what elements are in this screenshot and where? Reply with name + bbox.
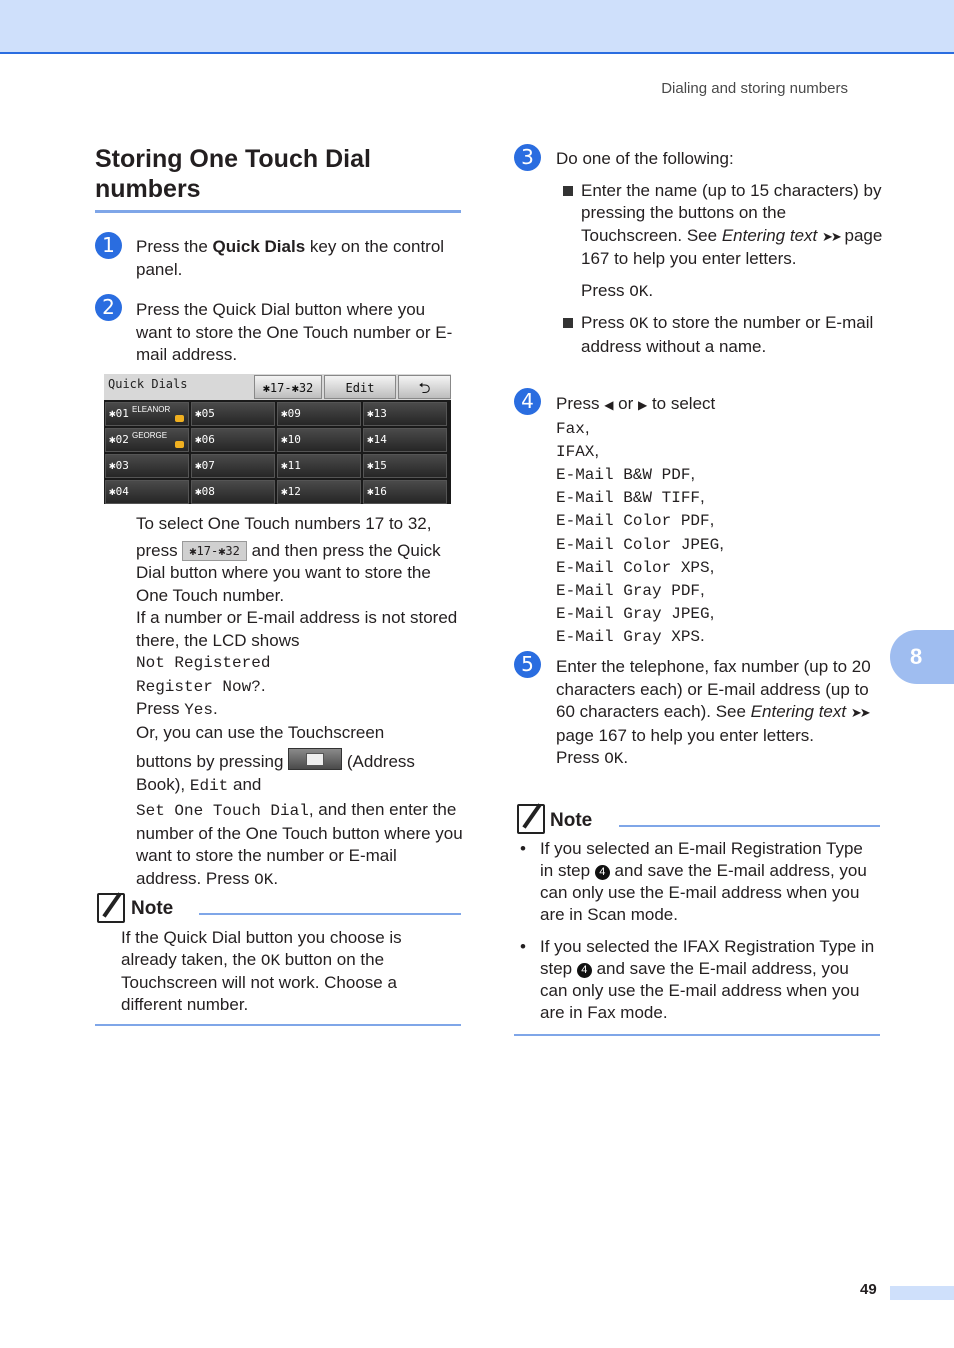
lcd-dial-id: ✱14 xyxy=(367,433,387,446)
option-item xyxy=(556,556,886,579)
lcd-dial-id: ✱08 xyxy=(195,485,215,498)
lcd-dial-button[interactable] xyxy=(363,428,447,452)
option-separator: , xyxy=(709,556,715,576)
lcd-dial-name: GEORGE xyxy=(132,431,168,440)
lcd-dial-id: ✱09 xyxy=(281,407,301,420)
option-label: E-Mail Color JPEG xyxy=(556,535,720,554)
edit-label: Edit xyxy=(189,776,229,795)
note-2-item-1-text: If you selected an E-mail Registration Type in step xyxy=(540,839,863,880)
lcd-dial-button[interactable] xyxy=(191,428,275,452)
entering-text-ref: Entering text xyxy=(721,225,818,245)
address-book-icon xyxy=(288,748,342,770)
lcd-dial-button[interactable] xyxy=(105,454,189,478)
step-5-dot: . xyxy=(623,748,629,767)
sub-line-4: Or, you can use the Touchscreen xyxy=(136,722,385,742)
step-number-3: 3 xyxy=(514,144,541,171)
double-arrow-icon: ➤➤ xyxy=(822,228,840,244)
option-label: IFAX xyxy=(556,442,595,461)
option-label: E-Mail Gray PDF xyxy=(556,581,701,600)
option-label: E-Mail Gray XPS xyxy=(556,628,701,647)
step-4-or: or xyxy=(613,394,638,413)
step-number-5: 5 xyxy=(514,651,541,678)
step-1-text-end: key on the control panel. xyxy=(136,237,445,279)
sub-press-yes: Press xyxy=(136,699,185,718)
step-3-option-2 xyxy=(563,312,886,358)
lcd-dial-id: ✱11 xyxy=(281,459,301,472)
note-2-label: Note xyxy=(550,810,593,831)
step-3-option-1-text: Enter the name (up to 15 characters) by pressing the buttons on the Touchscreen. See xyxy=(581,180,882,245)
page-title: Storing One Touch Dial numbers xyxy=(95,145,371,203)
option-item xyxy=(556,440,886,463)
note-2-item-2-text-b: and save the E-mail address, you can only use the E-mail address when you are in Fax mode. xyxy=(540,959,860,1022)
sub-and: and xyxy=(228,774,262,794)
yes-button-label: Yes xyxy=(184,701,213,719)
lcd-dial-button[interactable] xyxy=(277,454,361,478)
step-4-text: Press xyxy=(556,394,605,413)
step-3-option-2-text-b: to store the number or E-mail address without a name. xyxy=(581,313,874,356)
lcd-edit-button[interactable]: Edit xyxy=(324,375,396,399)
lcd-dial-id: ✱02 xyxy=(109,433,129,446)
lcd-dial-id: ✱13 xyxy=(367,407,387,420)
chapter-tab: 8 xyxy=(890,630,954,684)
sub-dot-2: . xyxy=(213,699,218,718)
step-3 xyxy=(556,148,886,358)
right-arrow-icon: ▶ xyxy=(637,398,648,412)
lcd-title: Quick Dials xyxy=(108,377,188,391)
press-ok-text: Press xyxy=(581,280,630,300)
lcd-quick-dials-screen xyxy=(104,374,451,504)
lcd-dial-id: ✱16 xyxy=(367,485,387,498)
sub-line-3: If a number or E-mail address is not stored there, the LCD shows xyxy=(136,608,458,650)
step-3-option-1 xyxy=(563,180,886,304)
option-label: E-Mail Color PDF xyxy=(556,512,710,531)
note-2-item-2 xyxy=(514,936,880,1024)
lcd-dial-id: ✱12 xyxy=(281,485,301,498)
lcd-dial-id: ✱07 xyxy=(195,459,215,472)
option-label: E-Mail B&W PDF xyxy=(556,465,691,484)
option-separator: , xyxy=(584,417,590,437)
left-arrow-icon: ◀ xyxy=(604,398,614,412)
option-item xyxy=(556,533,886,556)
option-item xyxy=(556,486,886,509)
lcd-dial-button[interactable] xyxy=(277,402,361,426)
note-2-item-1-text-b: and save the E-mail address, you can only use the E-mail address when you are in Scan mode. xyxy=(540,861,867,924)
step-number-1: 1 xyxy=(95,232,122,259)
step-3-lead: Do one of the following: xyxy=(556,149,734,168)
option-item xyxy=(556,417,886,440)
square-bullet-icon xyxy=(563,318,573,328)
step-5-ok: OK xyxy=(604,750,624,768)
option-item xyxy=(556,509,886,532)
lcd-dial-id: ✱05 xyxy=(195,407,215,420)
sub-line-1: To select One Touch numbers 17 to 32, xyxy=(136,514,432,533)
sub-line-5-text: buttons by pressing xyxy=(136,752,289,771)
note-2-list xyxy=(514,838,880,1034)
step-5-text-b: page 167 to help you enter letters. xyxy=(556,725,815,745)
option-separator: , xyxy=(709,603,715,623)
option-item xyxy=(556,463,886,486)
option-separator: , xyxy=(700,579,705,599)
lcd-dial-button[interactable] xyxy=(363,454,447,478)
step-1 xyxy=(136,236,461,281)
quick-dials-key: Quick Dials xyxy=(212,237,306,256)
lcd-dial-button[interactable] xyxy=(277,428,361,452)
note-icon xyxy=(517,804,545,834)
lcd-dial-name: ELEANOR xyxy=(132,405,171,414)
running-header: Dialing and storing numbers xyxy=(661,80,848,97)
lcd-dial-button[interactable] xyxy=(363,480,447,504)
page-number-bar xyxy=(890,1286,954,1300)
lcd-range-button[interactable]: ✱17-✱32 xyxy=(254,375,322,399)
lcd-dial-id: ✱03 xyxy=(109,459,129,472)
lcd-msg-register-now: Register Now? xyxy=(136,677,261,696)
press-ok-dot: . xyxy=(648,280,654,300)
lcd-dial-button[interactable] xyxy=(363,402,447,426)
entering-text-ref-2: Entering text xyxy=(750,702,847,721)
sub-line-6: , and then enter the number of the One Touch button where you want to store the number or E-mail address. Press xyxy=(136,800,463,888)
lcd-dial-id: ✱15 xyxy=(367,459,387,472)
ok-label: OK xyxy=(254,870,274,889)
lcd-msg-not-registered: Not Registered xyxy=(136,654,271,672)
sub-dot-1: . xyxy=(260,675,266,695)
square-bullet-icon xyxy=(563,186,573,196)
sub-line-2-text: and then press the Quick Dial button where you want to store the One Touch number. xyxy=(136,540,441,605)
double-arrow-icon: ➤➤ xyxy=(850,705,869,720)
lcd-title-bar xyxy=(104,374,451,400)
option-label: E-Mail B&W TIFF xyxy=(556,489,701,508)
press-ok-label: OK xyxy=(629,282,649,301)
lcd-dial-id: ✱01 xyxy=(109,407,129,420)
registration-type-options xyxy=(556,417,886,649)
sub-dot-3: . xyxy=(273,868,279,888)
option-label: Fax xyxy=(556,419,585,438)
note-2-item-1 xyxy=(514,838,880,926)
note-1-text xyxy=(121,927,456,1016)
option-label: E-Mail Color XPS xyxy=(556,558,710,577)
option-separator: . xyxy=(700,626,705,646)
step-2: Press the Quick Dial button where you want to store the One Touch number or E-mail address. xyxy=(136,300,453,364)
step-3-option-1-text-b: page 167 to help you enter letters. xyxy=(581,225,883,268)
lcd-dial-button[interactable] xyxy=(105,480,189,504)
note-1-label: Note xyxy=(131,898,174,919)
option-item xyxy=(556,625,886,648)
lcd-dial-id: ✱06 xyxy=(195,433,215,446)
step-4 xyxy=(556,393,886,649)
step-5 xyxy=(556,656,881,771)
step-3-option-2-ok: OK xyxy=(629,315,649,333)
lcd-dial-button[interactable] xyxy=(105,402,189,426)
step-5-press: Press xyxy=(556,748,605,767)
note-1-bottom-rule xyxy=(95,1024,461,1026)
sub-line-5-text-b: (Address Book), xyxy=(136,752,415,794)
note-1-text-b: button on the Touchscreen will not work. Choose a different number. xyxy=(121,950,397,1014)
sub-line-2 xyxy=(136,540,466,608)
step-3-option-2-text: Press xyxy=(581,313,630,332)
step-number-4: 4 xyxy=(514,388,541,415)
step-5-text: Enter the telephone, fax number (up to 20 characters each) or E-mail address (up to 60 characters each). See xyxy=(556,657,871,721)
option-separator: , xyxy=(700,487,705,507)
lcd-back-button[interactable]: ⮌ xyxy=(398,375,451,399)
note-2-rule xyxy=(619,825,880,827)
page-number: 49 xyxy=(860,1281,877,1298)
note-1-rule xyxy=(199,913,461,915)
lcd-dial-button[interactable] xyxy=(191,480,275,504)
sub-press: press xyxy=(136,540,183,560)
option-separator: , xyxy=(690,463,696,483)
sub-line-5 xyxy=(136,748,466,797)
option-separator: , xyxy=(719,533,724,553)
lcd-dial-id: ✱10 xyxy=(281,433,301,446)
range-key: ✱17-✱32 xyxy=(182,541,247,561)
step-2-details xyxy=(136,513,466,891)
lcd-dial-button[interactable] xyxy=(105,428,189,452)
bullet-dot: • xyxy=(520,937,526,956)
step-number-2: 2 xyxy=(95,294,122,321)
option-item xyxy=(556,602,886,625)
step-ref-badge: 4 xyxy=(595,865,610,880)
option-separator: , xyxy=(594,440,600,460)
envelope-icon xyxy=(175,441,184,448)
set-one-touch-dial-label: Set One Touch Dial xyxy=(136,802,309,820)
lcd-dial-button[interactable] xyxy=(277,480,361,504)
option-label: E-Mail Gray JPEG xyxy=(556,605,710,624)
lcd-dial-button[interactable] xyxy=(191,454,275,478)
option-item xyxy=(556,579,886,602)
note-icon xyxy=(97,893,125,923)
phone-icon xyxy=(175,415,184,422)
bullet-dot: • xyxy=(520,839,526,858)
note-2-item-2-text: If you selected the IFAX Registration Type in step xyxy=(540,937,875,978)
note-2-bottom-rule xyxy=(514,1034,880,1036)
step-4-text-end: to select xyxy=(647,394,716,413)
step-ref-badge: 4 xyxy=(577,963,592,978)
option-separator: , xyxy=(709,510,715,530)
lcd-dial-button[interactable] xyxy=(191,402,275,426)
title-rule xyxy=(95,210,461,213)
top-bar xyxy=(0,0,954,54)
note-1-ok: OK xyxy=(260,952,281,970)
note-1-text-a: If the Quick Dial button you choose is already taken, the xyxy=(121,928,402,969)
lcd-dial-id: ✱04 xyxy=(109,485,129,498)
step-1-text: Press the xyxy=(136,237,213,256)
